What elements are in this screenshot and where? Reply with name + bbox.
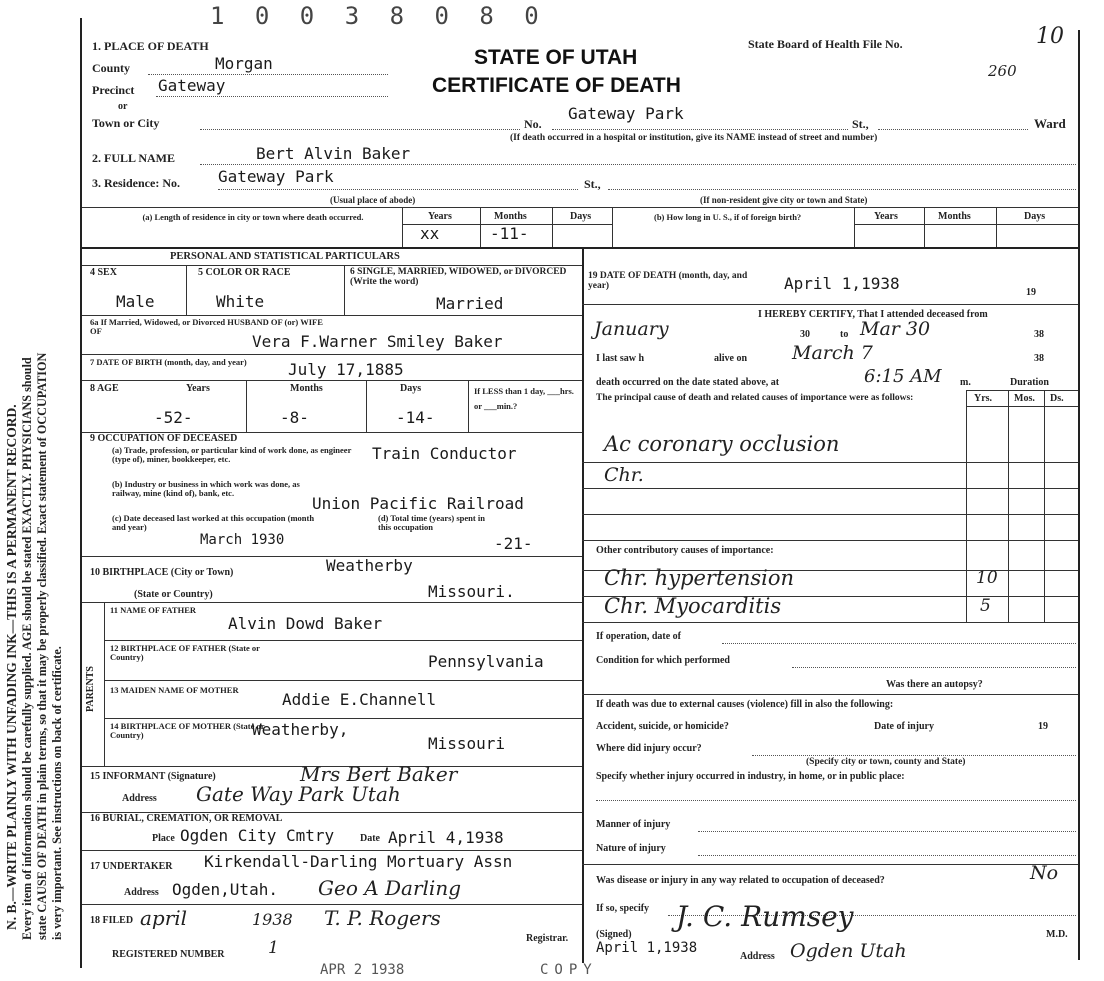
cause-1: Ac coronary occlusion bbox=[604, 432, 840, 456]
occ-d-value: -21- bbox=[494, 534, 533, 553]
board-file-label: State Board of Health File No. bbox=[748, 37, 903, 51]
town-no-value: Gateway Park bbox=[568, 104, 684, 123]
ward-label: Ward bbox=[1034, 116, 1066, 131]
autopsy-label: Was there an autopsy? bbox=[886, 679, 983, 690]
hospital-note: (If death occurred in a hospital or institution, give its NAME instead of street and number) bbox=[510, 133, 878, 143]
copy-stamp: COPY bbox=[540, 962, 598, 978]
accident-label: Accident, suicide, or homicide? bbox=[596, 721, 729, 732]
us-years-label: Years bbox=[874, 211, 898, 222]
related-occupation-label: Was disease or injury in any way related to occupation of deceased? bbox=[596, 875, 885, 886]
county-value: Morgan bbox=[215, 54, 273, 73]
related-occupation-value: No bbox=[1030, 862, 1059, 884]
specify-injury-label: Specify whether injury occurred in industry, in home, or in public place: bbox=[596, 771, 905, 782]
board-file-sub: 260 bbox=[988, 62, 1017, 80]
death-year-suffix: 19 bbox=[1026, 287, 1036, 298]
attended-to-year: 38 bbox=[1034, 329, 1044, 340]
md-label: M.D. bbox=[1046, 929, 1068, 940]
frame-left bbox=[80, 18, 82, 968]
condition-label: Condition for which performed bbox=[596, 655, 730, 666]
signature-date: April 1,1938 bbox=[596, 940, 698, 956]
nonresident-note: (If non-resident give city or town and State) bbox=[700, 195, 868, 205]
contrib-cause-1-yrs: 10 bbox=[976, 568, 998, 588]
signature-address: Ogden Utah bbox=[790, 940, 907, 962]
foreign-birth-label: (b) How long in U. S., if of foreign birth? bbox=[654, 212, 802, 222]
operation-label: If operation, date of bbox=[596, 631, 681, 642]
attended-to-label: to bbox=[840, 329, 849, 340]
last-saw-label: I last saw h bbox=[596, 353, 645, 364]
last-saw-date: March 7 bbox=[792, 342, 873, 364]
undertaker-address-label: Address bbox=[124, 887, 159, 898]
occupation-label: 9 OCCUPATION OF DECEASED bbox=[90, 433, 238, 444]
full-name-value: Bert Alvin Baker bbox=[256, 144, 411, 163]
mother-birthplace-city: Weatherby, bbox=[252, 720, 349, 739]
personal-heading: PERSONAL AND STATISTICAL PARTICULARS bbox=[170, 251, 400, 262]
reg-number: 1 bbox=[268, 938, 279, 958]
full-name-label: 2. FULL NAME bbox=[92, 151, 176, 165]
contrib-cause-2-yrs: 5 bbox=[980, 596, 991, 616]
precinct-value: Gateway bbox=[158, 76, 226, 95]
last-saw-mid: alive on bbox=[714, 353, 748, 364]
undertaker-address: Ogden,Utah. bbox=[172, 880, 278, 899]
res-years-label: Years bbox=[428, 211, 452, 222]
precinct-label: Precinct bbox=[92, 83, 135, 97]
if-so-label: If so, specify bbox=[596, 903, 650, 914]
attended-from: January bbox=[594, 318, 669, 340]
signature-address-label: Address bbox=[740, 951, 775, 962]
no-label: No. bbox=[524, 117, 542, 131]
res-months-value: -11- bbox=[490, 224, 529, 243]
undertaker-label: 17 UNDERTAKER bbox=[90, 861, 173, 872]
res-years-value: xx bbox=[420, 224, 440, 243]
frame-right bbox=[1078, 30, 1080, 960]
dob-label: 7 DATE OF BIRTH (month, day, and year) bbox=[90, 357, 247, 367]
undertaker-value: Kirkendall-Darling Mortuary Assn bbox=[204, 852, 513, 871]
birthplace-city: Weatherby bbox=[326, 556, 413, 575]
spouse-label: 6a If Married, Widowed, or Divorced HUSBAND OF (or) WIFE OF bbox=[90, 317, 323, 336]
last-saw-year: 38 bbox=[1034, 353, 1044, 364]
occ-d-label: (d) Total time (years) spent in this occupation bbox=[378, 513, 485, 532]
side-note-line1: N. B.—WRITE PLAINLY WITH UNFADING INK—THIS IS A PERMANENT RECORD. bbox=[4, 404, 19, 930]
mother-label: 13 MAIDEN NAME OF MOTHER bbox=[110, 685, 239, 695]
race-label: 5 COLOR OR RACE bbox=[198, 267, 291, 278]
mother-birthplace-label: 14 BIRTHPLACE OF MOTHER (State or Country) bbox=[110, 721, 265, 740]
nature-label: Nature of injury bbox=[596, 843, 666, 854]
occ-c-value: March 1930 bbox=[200, 532, 285, 548]
cause-2: Chr. bbox=[604, 464, 644, 486]
spouse-value: Vera F.Warner Smiley Baker bbox=[252, 332, 503, 351]
top-number: 1 0 0 3 8 0 8 0 bbox=[210, 2, 547, 30]
informant-address: Gate Way Park Utah bbox=[196, 782, 401, 806]
signed-label: (Signed) bbox=[596, 929, 632, 940]
burial-date-label: Date bbox=[360, 833, 380, 844]
town-label: Town or City bbox=[92, 116, 160, 130]
occ-a-label: (a) Trade, profession, or particular kind of work done, as engineer (type of), miner, bookkeeper, etc. bbox=[112, 445, 352, 464]
occ-b-label: (b) Industry or business in which work was done, as railway, mine (kind of), bank, etc. bbox=[112, 479, 300, 498]
frame-middle bbox=[582, 248, 584, 963]
physician-signature: J. C. Rumsey bbox=[676, 900, 854, 933]
residence-value: Gateway Park bbox=[218, 167, 334, 186]
county-label: County bbox=[92, 61, 131, 75]
contrib-cause-2: Chr. Myocarditis bbox=[604, 594, 782, 618]
sex-label: 4 SEX bbox=[90, 267, 117, 278]
time-value: 6:15 AM bbox=[864, 366, 942, 387]
mother-value: Addie E.Channell bbox=[282, 690, 437, 709]
contrib-cause-1: Chr. hypertension bbox=[604, 566, 795, 590]
age-months-label: Months bbox=[290, 383, 323, 394]
birthplace-label: 10 BIRTHPLACE (City or Town) bbox=[90, 567, 234, 578]
informant-label: 15 INFORMANT (Signature) bbox=[90, 771, 216, 782]
occ-a-value: Train Conductor bbox=[372, 444, 517, 463]
dob-value: July 17,1885 bbox=[288, 360, 404, 379]
filed-label: 18 FILED bbox=[90, 915, 134, 926]
us-days-label: Days bbox=[1024, 211, 1046, 222]
registrar-label: Registrar. bbox=[526, 933, 569, 944]
state-heading: STATE OF UTAH bbox=[474, 46, 638, 69]
bottom-stamp: APR 2 1938 bbox=[320, 962, 405, 978]
filed-date: april bbox=[140, 906, 188, 930]
birthplace-state: Missouri. bbox=[428, 582, 515, 601]
parents-label: PARENTS bbox=[85, 666, 96, 712]
where-injury-label: Where did injury occur? bbox=[596, 743, 702, 754]
sex-value: Male bbox=[116, 292, 155, 311]
attended-to: Mar 30 bbox=[860, 318, 931, 340]
father-birthplace-label: 12 BIRTHPLACE OF FATHER (State or Country) bbox=[110, 643, 260, 662]
occ-c-label: (c) Date deceased last worked at this occupation (month and year) bbox=[112, 513, 315, 532]
residence-st-label: St., bbox=[584, 177, 601, 191]
death-date-label: 19 DATE OF DEATH (month, day, and year) bbox=[588, 271, 748, 291]
burial-place-label: Place bbox=[152, 833, 175, 844]
age-months-value: -8- bbox=[280, 408, 309, 427]
time-label: death occurred on the date stated above, at bbox=[596, 377, 780, 388]
burial-place: Ogden City Cmtry bbox=[180, 826, 335, 845]
time-m-label: m. bbox=[960, 377, 971, 388]
burial-label: 16 BURIAL, CREMATION, OR REMOVAL bbox=[90, 813, 283, 824]
less-than-label: If LESS than 1 day, ___hrs. or ___min.? bbox=[474, 386, 574, 412]
side-note-line3: state CAUSE OF DEATH in plain terms, so that it may be properly classified. Exact statement of OCCUPATION bbox=[35, 352, 49, 940]
us-months-label: Months bbox=[938, 211, 971, 222]
birthplace-state-label: (State or Country) bbox=[134, 589, 213, 600]
dur-mos-label: Mos. bbox=[1014, 393, 1035, 404]
registrar-signature: T. P. Rogers bbox=[324, 906, 441, 930]
marital-label: 6 SINGLE, MARRIED, WIDOWED, or DIVORCED (Write the word) bbox=[350, 267, 567, 287]
age-label: 8 AGE bbox=[90, 383, 119, 394]
usual-abode-note: (Usual place of abode) bbox=[330, 195, 416, 205]
st-label: St., bbox=[852, 117, 869, 131]
where-injury-note: (Specify city or town, county and State) bbox=[806, 757, 966, 767]
mother-birthplace-state: Missouri bbox=[428, 734, 506, 753]
res-months-label: Months bbox=[494, 211, 527, 222]
filed-year: 1938 bbox=[252, 910, 293, 929]
dur-yrs-label: Yrs. bbox=[974, 393, 993, 404]
contrib-label: Other contributory causes of importance: bbox=[596, 545, 774, 556]
injury-year-label: 19 bbox=[1038, 721, 1048, 732]
duration-label: Duration bbox=[1010, 377, 1049, 388]
injury-date-label: Date of injury bbox=[874, 721, 934, 732]
burial-date: April 4,1938 bbox=[388, 828, 504, 847]
informant-signature: Mrs Bert Baker bbox=[300, 762, 458, 786]
place-label: 1. PLACE OF DEATH bbox=[92, 39, 209, 53]
age-years-value: -52- bbox=[154, 408, 193, 427]
external-causes-label: If death was due to external causes (violence) fill in also the following: bbox=[596, 699, 894, 710]
race-value: White bbox=[216, 292, 265, 311]
undertaker-signature: Geo A Darling bbox=[318, 876, 462, 900]
father-birthplace-value: Pennsylvania bbox=[428, 652, 544, 671]
dur-ds-label: Ds. bbox=[1050, 393, 1064, 404]
attended-from-year: 30 bbox=[800, 329, 810, 340]
marital-value: Married bbox=[436, 294, 504, 313]
residence-label: 3. Residence: No. bbox=[92, 176, 180, 190]
board-file-no: 10 bbox=[1036, 24, 1064, 49]
age-days-label: Days bbox=[400, 383, 422, 394]
side-note-line4: is very important. See instructions on back of certificate. bbox=[50, 646, 64, 940]
reg-number-label: REGISTERED NUMBER bbox=[112, 949, 225, 960]
informant-address-label: Address bbox=[122, 793, 157, 804]
father-label: 11 NAME OF FATHER bbox=[110, 605, 197, 615]
certify-label: I HEREBY CERTIFY, That I attended deceased from bbox=[758, 309, 988, 320]
occ-b-value: Union Pacific Railroad bbox=[312, 494, 524, 513]
death-date-value: April 1,1938 bbox=[784, 274, 900, 293]
length-residence-label: (a) Length of residence in city or town where death occurred. bbox=[142, 212, 364, 222]
age-years-label: Years bbox=[186, 383, 210, 394]
age-days-value: -14- bbox=[396, 408, 435, 427]
father-value: Alvin Dowd Baker bbox=[228, 614, 383, 633]
principal-cause-label: The principal cause of death and related causes of importance were as follows: bbox=[596, 393, 914, 403]
or-label: or bbox=[118, 101, 128, 112]
res-days-label: Days bbox=[570, 211, 592, 222]
certificate-title: CERTIFICATE OF DEATH bbox=[432, 74, 681, 97]
side-note-line2: Every item of information should be carefully supplied. AGE should be stated EXACTLY. PHYSICIANS should bbox=[20, 357, 34, 940]
manner-label: Manner of injury bbox=[596, 819, 671, 830]
